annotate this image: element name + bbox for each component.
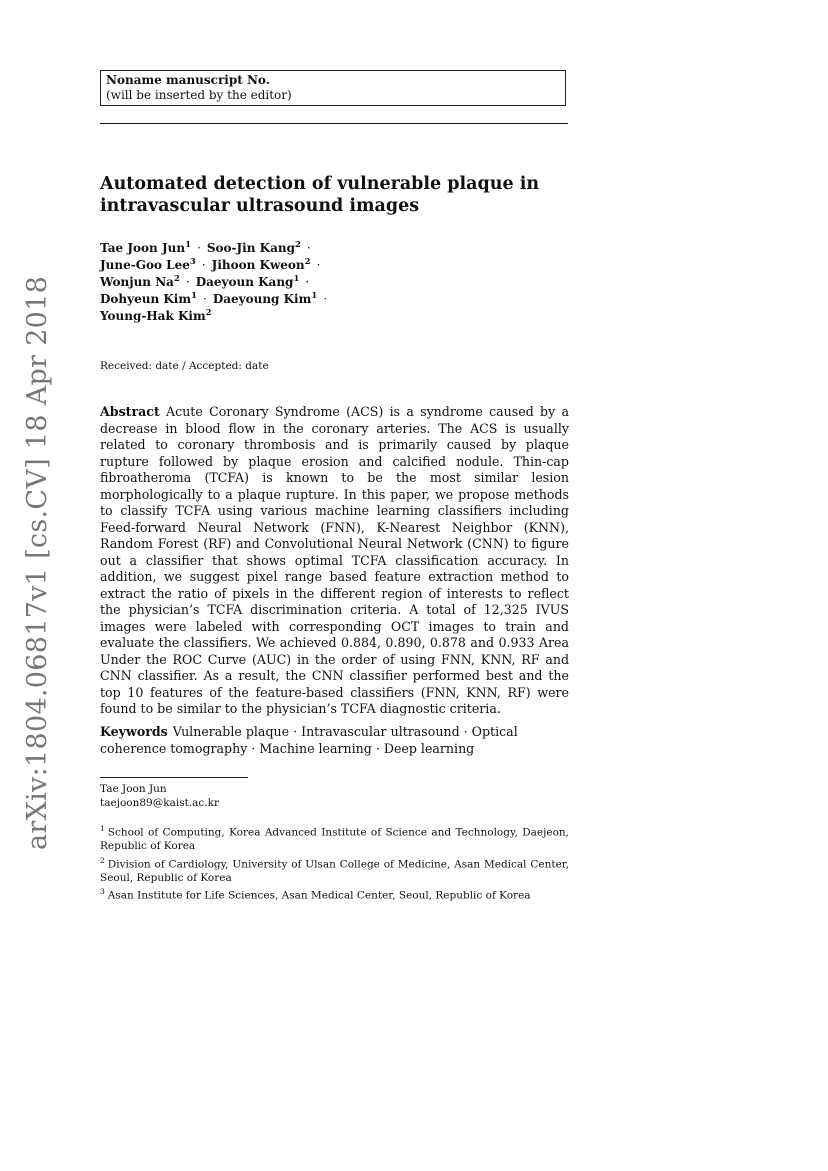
author-name: Tae Joon Jun bbox=[100, 241, 186, 255]
keywords-label: Keywords bbox=[100, 724, 168, 739]
author-name: Dohyeun Kim bbox=[100, 292, 192, 306]
editor-note: (will be inserted by the editor) bbox=[106, 88, 292, 102]
abstract-label: Abstract bbox=[100, 404, 160, 419]
paper-title bbox=[100, 173, 570, 217]
author-name: Jihoon Kweon bbox=[211, 258, 305, 272]
author-name: June-Goo Lee bbox=[100, 258, 190, 272]
author-affiliation-mark: 1 bbox=[185, 240, 192, 250]
affiliations bbox=[100, 822, 569, 903]
author-row bbox=[100, 240, 570, 257]
title-line-2: intravascular ultrasound images bbox=[100, 196, 420, 216]
keyword-separator: · bbox=[375, 741, 380, 756]
keyword-separator: · bbox=[463, 724, 468, 739]
author-row bbox=[100, 291, 570, 308]
affiliation-item bbox=[100, 822, 569, 854]
author-affiliation-mark: 2 bbox=[304, 257, 311, 267]
author-name: Daeyoung Kim bbox=[212, 292, 312, 306]
author-separator: · bbox=[306, 241, 311, 255]
abstract bbox=[100, 404, 569, 718]
author-row bbox=[100, 308, 570, 325]
author-affiliation-mark: 3 bbox=[189, 257, 196, 267]
title-line-1: Automated detection of vulnerable plaque in bbox=[100, 174, 540, 194]
keyword: Vulnerable plaque bbox=[172, 724, 290, 739]
header-rule bbox=[100, 123, 568, 124]
author-name: Daeyoun Kang bbox=[195, 275, 294, 289]
author-row bbox=[100, 274, 570, 291]
keyword-separator: · bbox=[293, 724, 298, 739]
affiliation-number: 2 bbox=[100, 855, 105, 865]
abstract-text: Acute Coronary Syndrome (ACS) is a syndrome caused by a decrease in blood flow in the coronary arteries. The ACS is usually related to coronary thrombosis and is primarily caused by plaque rupture followed by plaque erosion and calcified nodule. Thin-cap fibroatheroma (TCFA) is known to be the most similar lesion morphologically to a plaque rupture. In this paper, we propose methods to classify TCFA using various machine learning classifiers including Feed-forward Neural Network (FNN), K-Nearest Neighbor (KNN), Random Forest (RF) and Convolutional Neural Network (CNN) to figure out a classifier that shows optimal TCFA classification accuracy. In addition, we suggest pixel range based feature extraction method to extract the ratio of pixels in the different region of interests to reflect the physician’s TCFA discrimination criteria. A total of 12,325 IVUS images were labeled with corresponding OCT images to train and evaluate the classifiers. We achieved 0.884, 0.890, 0.878 and 0.933 Area Under the ROC Curve (AUC) in the order of using FNN, KNN, RF and CNN classifier. As a result, the CNN classifier performed best and the top 10 features of the feature-based classifiers (FNN, KNN, RF) were found to be similar to the physician’s TCFA diagnostic criteria. bbox=[100, 404, 569, 716]
author-name: Wonjun Na bbox=[100, 275, 174, 289]
keyword: Intravascular ultrasound bbox=[301, 724, 460, 739]
author-name: Soo-Jin Kang bbox=[206, 241, 295, 255]
received-date: Received: date / Accepted: date bbox=[100, 360, 269, 372]
affiliation-item bbox=[100, 854, 569, 886]
affiliation-item bbox=[100, 885, 569, 903]
corresponding-author-email: taejoon89@kaist.ac.kr bbox=[100, 797, 220, 809]
manuscript-info-box bbox=[100, 70, 566, 106]
author-name: Young-Hak Kim bbox=[100, 309, 206, 323]
author-affiliation-mark: 2 bbox=[294, 240, 301, 250]
author-affiliation-mark: 2 bbox=[205, 308, 212, 318]
affiliation-number: 1 bbox=[100, 824, 105, 833]
correspondence bbox=[100, 782, 219, 810]
affiliation-text: Asan Institute for Life Sciences, Asan Medical Center, Seoul, Republic of Korea bbox=[107, 889, 531, 902]
keywords bbox=[100, 723, 569, 757]
author-list bbox=[100, 240, 570, 325]
author-separator: · bbox=[197, 241, 201, 255]
author-separator: · bbox=[201, 258, 206, 272]
author-separator: · bbox=[316, 258, 321, 272]
keyword: Optical coherence tomography bbox=[100, 724, 518, 756]
author-affiliation-mark: 1 bbox=[311, 291, 318, 301]
affiliation-text: Division of Cardiology, University of Ulsan College of Medicine, Asan Medical Center, Seoul, Republic of Korea bbox=[100, 858, 569, 884]
keyword: Deep learning bbox=[383, 741, 475, 756]
footnote-rule bbox=[100, 777, 248, 778]
manuscript-label: Noname manuscript No. bbox=[106, 73, 270, 87]
keyword: Machine learning bbox=[259, 741, 372, 756]
arxiv-stamp: arXiv:1804.06817v1 [cs.CV] 18 Apr 2018 bbox=[22, 275, 53, 850]
author-separator: · bbox=[185, 275, 190, 289]
author-affiliation-mark: 1 bbox=[293, 274, 300, 284]
author-separator: · bbox=[202, 292, 207, 306]
affiliation-number: 3 bbox=[100, 887, 105, 896]
author-affiliation-mark: 1 bbox=[191, 291, 197, 301]
author-separator: · bbox=[305, 275, 310, 289]
author-separator: · bbox=[323, 292, 328, 306]
affiliation-text: School of Computing, Korea Advanced Institute of Science and Technology, Daejeon, Republic of Korea bbox=[100, 826, 569, 852]
author-row bbox=[100, 257, 570, 274]
author-affiliation-mark: 2 bbox=[173, 274, 180, 284]
keyword-separator: · bbox=[251, 741, 256, 756]
corresponding-author-name: Tae Joon Jun bbox=[100, 783, 167, 795]
